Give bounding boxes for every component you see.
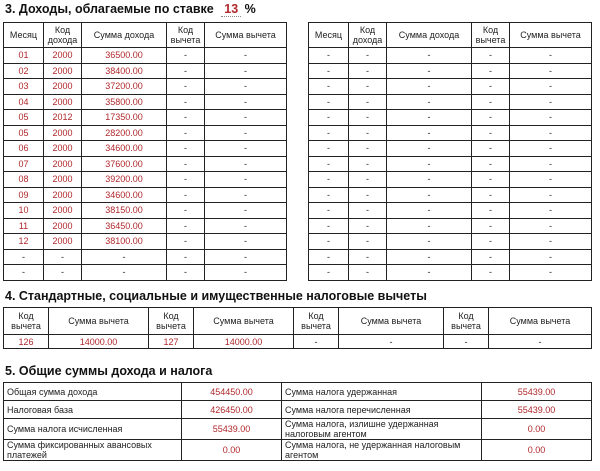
total-left-value: 426450.00 [182, 401, 282, 419]
cell-deduction-code: - [167, 110, 205, 126]
totals-row [4, 419, 592, 440]
ded-col-code-4: Код вычета [444, 308, 489, 335]
cell-deduction-amount: - [510, 234, 592, 250]
total-right-value: 55439.00 [482, 383, 592, 401]
cell-deduction-amount: - [205, 218, 287, 234]
cell-month: - [309, 63, 349, 79]
cell-deduction-code: - [472, 48, 510, 64]
income-row [4, 156, 287, 172]
income-table-header [4, 23, 287, 48]
cell-deduction-code: - [472, 234, 510, 250]
cell-deduction-code: - [472, 172, 510, 188]
cell-month: - [309, 234, 349, 250]
total-left-label: Сумма фиксированных авансовых платежей [4, 440, 182, 461]
income-table-header [309, 23, 592, 48]
cell-income-amount: 38400.00 [82, 63, 167, 79]
col-deduction-code: Код вычета [472, 23, 510, 48]
cell-income-amount: 34600.00 [82, 187, 167, 203]
cell-income-amount: - [387, 187, 472, 203]
ded-col-amount-3: Сумма вычета [339, 308, 444, 335]
cell-income-amount: - [82, 249, 167, 265]
total-left-label: Общая сумма дохода [4, 383, 182, 401]
cell-deduction-amount: - [205, 125, 287, 141]
income-row [309, 265, 592, 281]
cell-deduction-code: - [167, 187, 205, 203]
cell-income-code: 2000 [44, 48, 82, 64]
income-row [309, 63, 592, 79]
ded-col-code-3: Код вычета [294, 308, 339, 335]
cell-deduction-code: - [167, 172, 205, 188]
totals-row [4, 440, 592, 461]
cell-income-amount: 37200.00 [82, 79, 167, 95]
income-table-right [308, 22, 592, 281]
cell-income-amount: 34600.00 [82, 141, 167, 157]
percent-sign: % [244, 2, 256, 16]
cell-income-amount: 38150.00 [82, 203, 167, 219]
total-right-value: 0.00 [482, 419, 592, 440]
cell-income-code: 2012 [44, 110, 82, 126]
cell-month: 05 [4, 125, 44, 141]
income-row [4, 63, 287, 79]
cell-month: - [309, 249, 349, 265]
income-row [309, 218, 592, 234]
cell-income-amount: - [387, 172, 472, 188]
cell-income-amount: - [387, 48, 472, 64]
ded-col-amount-4: Сумма вычета [489, 308, 592, 335]
cell-income-code: 2000 [44, 79, 82, 95]
totals-row [4, 383, 592, 401]
totals-table [3, 382, 592, 461]
cell-deduction-code: - [472, 125, 510, 141]
cell-deduction-code: - [472, 249, 510, 265]
cell-deduction-amount: - [510, 187, 592, 203]
cell-income-code: - [349, 203, 387, 219]
cell-income-code: - [349, 172, 387, 188]
income-row [309, 249, 592, 265]
cell-deduction-code: - [472, 203, 510, 219]
cell-deduction-amount: - [205, 63, 287, 79]
income-row [4, 125, 287, 141]
cell-deduction-code: - [472, 156, 510, 172]
cell-deduction-amount: - [510, 249, 592, 265]
cell-month: - [309, 125, 349, 141]
total-left-value: 0.00 [182, 440, 282, 461]
section3-heading [5, 2, 256, 17]
cell-deduction-amount: - [205, 156, 287, 172]
cell-deduction-amount: - [510, 203, 592, 219]
cell-deduction-amount: - [205, 187, 287, 203]
cell-income-code: - [44, 265, 82, 281]
cell-income-amount: - [387, 63, 472, 79]
section4-title: 4. Стандартные, социальные и имущественные налоговые вычеты [5, 289, 427, 303]
cell-month: - [309, 172, 349, 188]
cell-income-amount: - [387, 265, 472, 281]
cell-income-code: - [349, 187, 387, 203]
cell-month: 01 [4, 48, 44, 64]
cell-income-amount: 28200.00 [82, 125, 167, 141]
income-row [4, 203, 287, 219]
cell-deduction-code: - [472, 141, 510, 157]
income-row [4, 234, 287, 250]
cell-deduction-amount: - [205, 203, 287, 219]
cell-deduction-amount: - [205, 79, 287, 95]
col-income-code: Код дохода [44, 23, 82, 48]
income-row [4, 110, 287, 126]
col-income-code: Код дохода [349, 23, 387, 48]
cell-deduction-code: - [167, 125, 205, 141]
total-right-label: Сумма налога перечисленная [282, 401, 482, 419]
total-right-label: Сумма налога удержанная [282, 383, 482, 401]
ded-col-amount-2: Сумма вычета [194, 308, 294, 335]
cell-deduction-code: - [167, 63, 205, 79]
cell-month: 05 [4, 110, 44, 126]
cell-income-amount: - [387, 234, 472, 250]
cell-income-amount: - [387, 125, 472, 141]
income-row [309, 94, 592, 110]
col-month: Месяц [309, 23, 349, 48]
income-row [309, 48, 592, 64]
income-row [309, 234, 592, 250]
income-row [4, 265, 287, 281]
cell-deduction-amount: - [510, 48, 592, 64]
cell-income-code: 2000 [44, 172, 82, 188]
ded-amount-3: - [339, 335, 444, 349]
cell-month: 08 [4, 172, 44, 188]
ded-col-amount-1: Сумма вычета [49, 308, 149, 335]
cell-income-code: - [349, 218, 387, 234]
cell-income-code: 2000 [44, 141, 82, 157]
total-left-label: Сумма налога исчисленная [4, 419, 182, 440]
totals-row [4, 401, 592, 419]
tax-rate-value: 13 [221, 2, 241, 17]
cell-income-amount: - [387, 156, 472, 172]
deductions-table [3, 307, 592, 349]
cell-income-amount: - [82, 265, 167, 281]
total-left-value: 55439.00 [182, 419, 282, 440]
income-row [309, 110, 592, 126]
cell-income-code: - [349, 79, 387, 95]
cell-income-code: 2000 [44, 156, 82, 172]
cell-deduction-code: - [167, 79, 205, 95]
cell-income-code: 2000 [44, 234, 82, 250]
income-row [309, 156, 592, 172]
cell-deduction-amount: - [205, 48, 287, 64]
income-row [4, 94, 287, 110]
cell-income-code: - [349, 94, 387, 110]
cell-income-code: 2000 [44, 125, 82, 141]
cell-month: - [309, 94, 349, 110]
cell-income-amount: - [387, 141, 472, 157]
cell-deduction-code: - [167, 203, 205, 219]
cell-deduction-code: - [472, 79, 510, 95]
cell-month: - [309, 203, 349, 219]
cell-deduction-amount: - [205, 265, 287, 281]
total-right-value: 0.00 [482, 440, 592, 461]
cell-deduction-amount: - [205, 172, 287, 188]
cell-deduction-amount: - [510, 172, 592, 188]
section3-title: 3. Доходы, облагаемые по ставке [5, 2, 214, 16]
income-row [309, 79, 592, 95]
col-month: Месяц [4, 23, 44, 48]
cell-deduction-amount: - [205, 94, 287, 110]
income-row [4, 48, 287, 64]
cell-income-code: - [349, 249, 387, 265]
ded-col-code-2: Код вычета [149, 308, 194, 335]
income-row [4, 218, 287, 234]
income-row [4, 141, 287, 157]
cell-income-amount: - [387, 94, 472, 110]
cell-income-code: 2000 [44, 63, 82, 79]
cell-deduction-amount: - [205, 249, 287, 265]
cell-income-amount: 36500.00 [82, 48, 167, 64]
cell-month: 11 [4, 218, 44, 234]
total-right-label: Сумма налога, не удержанная налоговым агентом [282, 440, 482, 461]
cell-income-code: - [349, 110, 387, 126]
cell-month: - [309, 218, 349, 234]
income-row [4, 172, 287, 188]
cell-deduction-amount: - [510, 63, 592, 79]
cell-income-code: 2000 [44, 218, 82, 234]
cell-income-amount: 36450.00 [82, 218, 167, 234]
section5-title: 5. Общие суммы дохода и налога [5, 364, 213, 378]
cell-deduction-amount: - [510, 218, 592, 234]
col-deduction-code: Код вычета [167, 23, 205, 48]
cell-deduction-code: - [472, 110, 510, 126]
cell-month: - [309, 48, 349, 64]
cell-income-code: - [349, 156, 387, 172]
cell-month: 03 [4, 79, 44, 95]
cell-deduction-code: - [472, 218, 510, 234]
cell-deduction-code: - [472, 187, 510, 203]
income-row [309, 203, 592, 219]
total-right-value: 55439.00 [482, 401, 592, 419]
total-left-value: 454450.00 [182, 383, 282, 401]
cell-income-amount: - [387, 110, 472, 126]
cell-income-amount: 37600.00 [82, 156, 167, 172]
cell-month: - [309, 110, 349, 126]
cell-month: - [4, 249, 44, 265]
cell-deduction-amount: - [510, 79, 592, 95]
ded-col-code-1: Код вычета [4, 308, 49, 335]
ded-amount-2: 14000.00 [194, 335, 294, 349]
cell-deduction-code: - [167, 94, 205, 110]
cell-month: - [309, 141, 349, 157]
ded-code-2: 127 [149, 335, 194, 349]
cell-income-code: - [349, 48, 387, 64]
cell-deduction-code: - [472, 63, 510, 79]
ded-code-3: - [294, 335, 339, 349]
cell-income-code: 2000 [44, 94, 82, 110]
cell-deduction-amount: - [205, 141, 287, 157]
ded-code-4: - [444, 335, 489, 349]
cell-month: - [309, 187, 349, 203]
cell-month: 10 [4, 203, 44, 219]
cell-deduction-code: - [167, 48, 205, 64]
income-row [4, 249, 287, 265]
ded-amount-1: 14000.00 [49, 335, 149, 349]
cell-income-amount: 39200.00 [82, 172, 167, 188]
income-row [309, 187, 592, 203]
cell-income-amount: - [387, 249, 472, 265]
total-left-label: Налоговая база [4, 401, 182, 419]
cell-deduction-amount: - [510, 141, 592, 157]
cell-deduction-code: - [167, 234, 205, 250]
cell-deduction-amount: - [510, 265, 592, 281]
cell-deduction-amount: - [205, 234, 287, 250]
cell-income-code: - [349, 63, 387, 79]
cell-month: 07 [4, 156, 44, 172]
cell-deduction-amount: - [510, 110, 592, 126]
cell-month: - [309, 79, 349, 95]
cell-month: - [309, 156, 349, 172]
cell-deduction-code: - [167, 249, 205, 265]
cell-income-code: - [349, 125, 387, 141]
cell-deduction-code: - [167, 141, 205, 157]
income-row [309, 172, 592, 188]
cell-month: - [309, 265, 349, 281]
cell-income-amount: 38100.00 [82, 234, 167, 250]
cell-income-code: - [349, 265, 387, 281]
cell-income-amount: - [387, 218, 472, 234]
cell-deduction-amount: - [510, 94, 592, 110]
cell-income-code: 2000 [44, 187, 82, 203]
col-deduction-amount: Сумма вычета [205, 23, 287, 48]
cell-income-code: 2000 [44, 203, 82, 219]
col-income-amount: Сумма дохода [82, 23, 167, 48]
cell-deduction-amount: - [510, 156, 592, 172]
col-income-amount: Сумма дохода [387, 23, 472, 48]
cell-income-amount: 17350.00 [82, 110, 167, 126]
income-row [309, 141, 592, 157]
cell-month: 12 [4, 234, 44, 250]
ded-amount-4: - [489, 335, 592, 349]
cell-deduction-code: - [472, 265, 510, 281]
cell-month: 02 [4, 63, 44, 79]
cell-month: - [4, 265, 44, 281]
cell-month: 06 [4, 141, 44, 157]
cell-income-amount: - [387, 203, 472, 219]
income-row [4, 187, 287, 203]
cell-deduction-code: - [472, 94, 510, 110]
cell-income-code: - [349, 234, 387, 250]
col-deduction-amount: Сумма вычета [510, 23, 592, 48]
deductions-header [4, 308, 592, 335]
cell-deduction-amount: - [205, 110, 287, 126]
income-row [4, 79, 287, 95]
cell-income-amount: 35800.00 [82, 94, 167, 110]
cell-month: 04 [4, 94, 44, 110]
cell-income-code: - [349, 141, 387, 157]
cell-deduction-amount: - [510, 125, 592, 141]
cell-income-amount: - [387, 79, 472, 95]
cell-deduction-code: - [167, 265, 205, 281]
income-row [309, 125, 592, 141]
cell-income-code: - [44, 249, 82, 265]
cell-month: 09 [4, 187, 44, 203]
total-right-label: Сумма налога, излишне удержанная налоговым агентом [282, 419, 482, 440]
deductions-row [4, 335, 592, 349]
income-table-left [3, 22, 287, 281]
cell-deduction-code: - [167, 156, 205, 172]
cell-deduction-code: - [167, 218, 205, 234]
ded-code-1: 126 [4, 335, 49, 349]
